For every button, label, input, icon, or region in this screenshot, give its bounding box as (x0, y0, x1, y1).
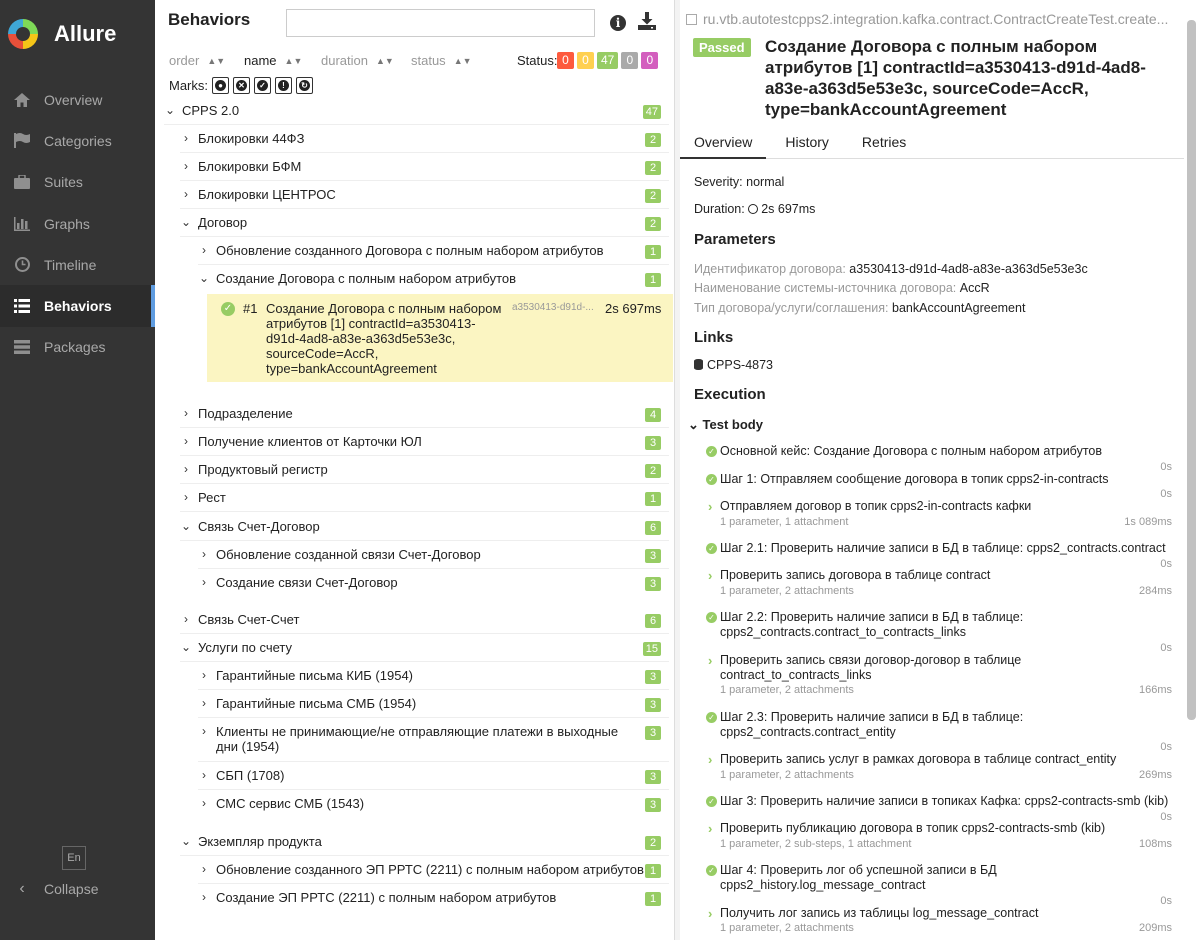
chevron-right-icon: › (184, 434, 188, 448)
step-row[interactable] (706, 821, 1184, 863)
detail-scrollbar[interactable] (1187, 20, 1196, 720)
tree-group[interactable] (180, 125, 669, 153)
tree-group-label: СБП (1708) (216, 768, 285, 783)
step-summary: 1 parameter, 2 attachments (720, 585, 854, 597)
sidebar-item-timeline[interactable] (0, 244, 155, 285)
step-duration: 166ms (1138, 684, 1172, 696)
step-duration: 108ms (1138, 838, 1172, 850)
chevron-down-icon: ⌄ (688, 417, 703, 432)
tree-group-label: СМС сервис СМБ (1543) (216, 796, 365, 811)
tree-group-label: Блокировки ЦЕНТРОС (198, 187, 336, 202)
copy-icon (686, 14, 697, 25)
step-row[interactable] (706, 568, 1184, 610)
check-icon: ✓ (257, 80, 268, 91)
new-failed-mark-button[interactable] (233, 77, 250, 94)
step-row[interactable] (706, 863, 1184, 905)
chevron-right-icon: › (184, 490, 188, 504)
bomb-icon: ● (215, 80, 226, 91)
chevron-down-icon: ⌄ (164, 103, 176, 117)
step-duration: 0s (1160, 558, 1172, 570)
chevron-right-icon: › (708, 752, 713, 767)
step-summary: 1 parameter, 1 attachment (720, 516, 849, 528)
chevron-down-icon: ⌄ (180, 215, 192, 229)
sidebar-item-overview[interactable] (0, 79, 155, 120)
tree-group-label: Создание ЭП РРТС (2211) с полным набором атрибутов (216, 890, 557, 905)
detail-tabs (680, 128, 1184, 159)
count-badge: 1 (645, 245, 661, 259)
sort-icon: ▲▼ (375, 55, 394, 66)
tree-group[interactable] (180, 428, 669, 456)
step-duration: 209ms (1138, 922, 1172, 934)
tree-group[interactable] (180, 634, 669, 662)
chevron-right-icon: › (708, 568, 713, 583)
breadcrumb-text: ru.vtb.autotestcpps2.integration.kafka.contract.ContractCreateTest.create... (703, 11, 1169, 27)
step-summary: 1 parameter, 2 attachments (720, 684, 854, 696)
tree-group-label: CPPS 2.0 (182, 103, 240, 118)
tree-group-label: Подразделение (198, 406, 293, 421)
chevron-right-icon: › (202, 668, 206, 682)
chevron-right-icon: › (202, 243, 206, 257)
tree-group[interactable] (180, 153, 669, 181)
links-heading: Links (694, 329, 734, 346)
parameter-row (694, 301, 1025, 315)
test-parameters: a3530413-d91d-... (512, 302, 594, 313)
sort-status[interactable] (411, 53, 481, 68)
status-skipped-badge[interactable]: 0 (621, 52, 638, 69)
tree-group[interactable] (198, 884, 669, 912)
parameter-value: AccR (959, 281, 990, 295)
issue-link[interactable] (694, 358, 773, 372)
sort-duration[interactable] (321, 53, 411, 68)
passed-check-icon: ✓ (706, 446, 717, 457)
info-icon[interactable]: i (610, 15, 626, 31)
tree-group-label: Обновление созданного Договора с полным набором атрибутов (216, 243, 604, 258)
step-title: Отправляем договор в топик cpps2-in-contracts кафки (720, 499, 1032, 513)
count-badge: 1 (645, 864, 661, 878)
tree-group-label: Создание Договора с полным набором атрибутов (216, 271, 517, 286)
sort-order[interactable] (169, 53, 244, 68)
count-badge: 47 (643, 105, 661, 119)
passed-check-icon: ✓ (706, 712, 717, 723)
tree-group-label: Гарантийные письма СМБ (1954) (216, 696, 417, 711)
tree-group-label: Рест (198, 490, 226, 505)
step-row[interactable] (706, 472, 1184, 499)
step-title: Проверить публикацию договора в топик cpps2-contracts-smb (kib) (720, 821, 1106, 835)
tree-group-label: Создание связи Счет-Договор (216, 575, 398, 590)
tree-group-label: Услуги по счету (198, 640, 292, 655)
stack-icon (12, 338, 32, 356)
step-duration: 0s (1160, 895, 1172, 907)
parameter-row (694, 281, 990, 295)
chevron-right-icon: › (202, 696, 206, 710)
test-name: Создание Договора с полным набором атрибутов [1] contractId=a3530413-d91d-4ad8-a83e-a363d5e53e3c, sourceCode=AccR, type=bankAccountAgreement (266, 301, 502, 376)
count-badge: 6 (645, 521, 661, 535)
tree-group[interactable] (164, 97, 669, 125)
clock-icon (748, 204, 758, 214)
chevron-right-icon: › (184, 406, 188, 420)
tree-group[interactable] (180, 513, 669, 541)
times-icon: ✕ (236, 80, 247, 91)
sidebar-item-label: Timeline (44, 256, 97, 273)
retries-mark-button[interactable] (296, 77, 313, 94)
count-badge: 4 (645, 408, 661, 422)
passed-check-icon: ✓ (706, 796, 717, 807)
count-badge: 3 (645, 698, 661, 712)
tree-group[interactable] (198, 790, 669, 818)
chevron-right-icon: › (202, 547, 206, 561)
tree-group[interactable] (180, 456, 669, 484)
count-badge: 3 (645, 577, 661, 591)
step-summary: 1 parameter, 2 sub-steps, 1 attachment (720, 838, 912, 850)
count-badge: 1 (645, 892, 661, 906)
sidebar-item-behaviors[interactable] (0, 285, 155, 326)
tree-group[interactable] (180, 181, 669, 209)
sort-name[interactable] (244, 53, 321, 68)
briefcase-icon (12, 173, 32, 191)
step-summary: 1 parameter, 2 attachments (720, 769, 854, 781)
tree-group[interactable] (180, 400, 669, 428)
sort-icon: ▲▼ (453, 55, 472, 66)
count-badge: 1 (645, 492, 661, 506)
parameter-name: Идентификатор договора: (694, 262, 846, 276)
count-badge: 3 (645, 670, 661, 684)
step-duration: 0s (1160, 741, 1172, 753)
tree-group[interactable] (180, 606, 669, 634)
tree-group-label: Продуктовый регистр (198, 462, 328, 477)
sort-duration-label: duration (321, 53, 368, 68)
step-title: Шаг 4: Проверить лог об успешной записи в БД cpps2_history.log_message_contract (720, 863, 997, 892)
sidebar-item-suites[interactable] (0, 162, 155, 203)
marks-label: Marks: (169, 78, 208, 93)
step-title: Шаг 3: Проверить наличие записи в топиках Кафка: cpps2-contracts-smb (kib) (720, 794, 1169, 808)
duration (694, 202, 815, 216)
test-duration: 2s 697ms (605, 301, 662, 316)
tree-group[interactable] (180, 828, 669, 856)
step-title: Основной кейс: Создание Договора с полным набором атрибутов (720, 444, 1102, 458)
sort-status-label: status (411, 53, 446, 68)
sidebar-item-categories[interactable] (0, 120, 155, 161)
marks-filter (169, 77, 317, 94)
step-row[interactable] (706, 710, 1184, 752)
sidebar-item-label: Overview (44, 91, 103, 108)
step-row[interactable] (706, 541, 1184, 569)
tree-group-label: Связь Счет-Счет (198, 612, 300, 627)
tree-group-label: Гарантийные письма КИБ (1954) (216, 668, 414, 683)
tab-retries[interactable]: Retries (861, 134, 907, 150)
step-duration: 0s (1160, 461, 1172, 473)
tree-group[interactable] (198, 541, 669, 569)
step-row[interactable] (706, 794, 1184, 821)
chevron-down-icon: ⌄ (180, 834, 192, 848)
tree-group[interactable] (198, 265, 669, 293)
passed-check-icon: ✓ (706, 612, 717, 623)
duration-value: 2s 697ms (761, 202, 816, 216)
count-badge: 2 (645, 464, 661, 478)
status-filter-label: Status: (517, 53, 558, 68)
status-filter (557, 52, 658, 69)
tree-group[interactable] (198, 569, 669, 597)
step-title: Шаг 1: Отправляем сообщение договора в топик cpps2-in-contracts (720, 472, 1109, 486)
bar-chart-icon (12, 215, 32, 233)
refresh-icon: ↻ (299, 80, 310, 91)
count-badge: 6 (645, 614, 661, 628)
chevron-right-icon: › (184, 462, 188, 476)
step-row[interactable] (706, 499, 1184, 541)
count-badge: 3 (645, 798, 661, 812)
issue-link-text: CPPS-4873 (707, 358, 774, 372)
breadcrumb[interactable] (686, 11, 1176, 27)
count-badge: 2 (645, 161, 661, 175)
tree-group-label: Блокировки БФМ (198, 159, 302, 174)
sidebar-nav (0, 79, 155, 368)
parameters-heading: Parameters (694, 231, 776, 248)
count-badge: 3 (645, 726, 661, 740)
new-broken-mark-button[interactable] (275, 77, 292, 94)
tree-group[interactable] (198, 662, 669, 690)
chevron-right-icon: › (184, 187, 188, 201)
step-title: Проверить запись договора в таблице contract (720, 568, 991, 582)
tree-group-label: Получение клиентов от Карточки ЮЛ (198, 434, 422, 449)
count-badge: 2 (645, 836, 661, 850)
step-row[interactable] (706, 444, 1184, 472)
step-duration: 0s (1160, 642, 1172, 654)
chevron-left-icon: ‹ (19, 880, 25, 897)
step-title: Получить лог запись из таблицы log_message_contract (720, 906, 1039, 920)
chevron-right-icon: › (202, 890, 206, 904)
passed-check-icon: ✓ (706, 543, 717, 554)
download-icon[interactable] (638, 12, 658, 32)
tree-group-label: Экземпляр продукта (198, 834, 322, 849)
list-icon (12, 297, 32, 315)
status-badge: Passed (693, 38, 751, 57)
chevron-right-icon: › (202, 796, 206, 810)
step-row[interactable] (706, 752, 1184, 794)
sidebar-item-label: Packages (44, 339, 106, 356)
tree-group[interactable] (198, 856, 669, 884)
tree-group[interactable] (180, 209, 669, 237)
search-input[interactable] (286, 9, 595, 37)
database-icon (694, 359, 703, 370)
exclamation-icon: ! (278, 80, 289, 91)
chevron-right-icon: › (202, 862, 206, 876)
step-row[interactable] (706, 653, 1184, 696)
allure-logo-icon (8, 19, 38, 49)
count-badge: 3 (645, 436, 661, 450)
sort-order-label: order (169, 53, 200, 68)
chevron-right-icon: › (184, 612, 188, 626)
count-badge: 2 (645, 133, 661, 147)
logo[interactable] (0, 0, 155, 68)
chevron-right-icon: › (202, 724, 206, 738)
tree-group-label: Клиенты не принимающие/не отправляющие платежи в выходные дни (1954) (216, 724, 619, 754)
clock-icon (12, 256, 32, 274)
sidebar-item-label: Behaviors (44, 298, 112, 315)
step-duration: 269ms (1138, 769, 1172, 781)
count-badge: 15 (643, 642, 661, 656)
tab-history[interactable]: History (785, 134, 829, 150)
count-badge: 3 (645, 770, 661, 784)
flaky-mark-button[interactable] (212, 77, 229, 94)
step-duration: 0s (1160, 811, 1172, 823)
test-body-toggle[interactable] (688, 417, 763, 433)
tree-group-label: Договор (198, 215, 248, 230)
home-icon (12, 91, 32, 109)
behaviors-panel (155, 0, 675, 940)
status-failed-badge[interactable]: 0 (557, 52, 574, 69)
step-title: Шаг 2.1: Проверить наличие записи в БД в таблице: cpps2_contracts.contract (720, 541, 1166, 555)
chevron-down-icon: ⌄ (180, 640, 192, 654)
parameter-row (694, 262, 1088, 276)
severity-label: Severity: (694, 175, 743, 189)
count-badge: 2 (645, 217, 661, 231)
parameter-value: a3530413-d91d-4ad8-a83e-a363d5e53e3c (849, 262, 1088, 276)
sidebar-item-packages[interactable] (0, 327, 155, 368)
count-badge: 3 (645, 549, 661, 563)
flag-icon (12, 132, 32, 150)
count-badge: 2 (645, 189, 661, 203)
tree-group-label: Обновление созданного ЭП РРТС (2211) с полным набором атрибутов (216, 862, 644, 877)
sort-icon: ▲▼ (284, 55, 303, 66)
tree-group-label: Связь Счет-Договор (198, 519, 320, 534)
sidebar-item-graphs[interactable] (0, 203, 155, 244)
collapse-label: Collapse (44, 881, 99, 897)
status-unknown-badge[interactable]: 0 (641, 52, 658, 69)
chevron-right-icon: › (184, 131, 188, 145)
step-summary: 1 parameter, 2 attachments (720, 922, 854, 934)
sidebar-item-label: Categories (44, 132, 112, 149)
sort-bar (169, 53, 481, 68)
test-detail-panel (680, 0, 1200, 940)
step-row[interactable] (706, 610, 1184, 652)
status-passed-badge[interactable]: 47 (597, 52, 618, 69)
step-duration: 0s (1160, 488, 1172, 500)
passed-check-icon: ✓ (706, 865, 717, 876)
tab-overview[interactable]: Overview (680, 128, 766, 159)
test-body-label: Test body (702, 417, 763, 432)
chevron-right-icon: › (184, 159, 188, 173)
tree-group[interactable] (198, 237, 669, 265)
step-row[interactable] (706, 906, 1184, 940)
chevron-down-icon: ⌄ (198, 271, 210, 285)
step-title: Проверить запись услуг в рамках договора в таблице contract_entity (720, 752, 1117, 766)
step-title: Шаг 2.2: Проверить наличие записи в БД в таблице: cpps2_contracts.contract_to_contracts_links (720, 610, 1024, 639)
severity-value: normal (746, 175, 785, 189)
severity (694, 175, 784, 189)
chevron-right-icon: › (708, 653, 713, 668)
sidebar (0, 0, 155, 940)
sort-icon: ▲▼ (207, 55, 226, 66)
panel-title: Behaviors (168, 10, 251, 29)
chevron-right-icon: › (708, 906, 713, 921)
new-passed-mark-button[interactable] (254, 77, 271, 94)
step-duration: 1s 089ms (1124, 516, 1172, 528)
tree-group[interactable] (198, 718, 669, 762)
tree-group-label: Обновление созданной связи Счет-Договор (216, 547, 481, 562)
step-duration: 284ms (1138, 585, 1172, 597)
parameter-value: bankAccountAgreement (892, 301, 1026, 315)
test-number: #1 (243, 301, 258, 316)
chevron-right-icon: › (202, 575, 206, 589)
chevron-down-icon: ⌄ (180, 519, 192, 533)
sidebar-item-label: Suites (44, 174, 83, 191)
sidebar-item-label: Graphs (44, 215, 90, 232)
execution-heading: Execution (694, 386, 766, 403)
chevron-right-icon: › (202, 768, 206, 782)
parameter-name: Наименование системы-источника договора: (694, 281, 957, 295)
passed-check-icon: ✓ (706, 474, 717, 485)
chevron-right-icon: › (708, 821, 713, 836)
tree-group-label: Блокировки 44ФЗ (198, 131, 305, 146)
duration-label: Duration: (694, 202, 745, 216)
tree-group[interactable] (198, 762, 669, 790)
step-title: Проверить запись связи договор-договор в таблице contract_to_contracts_links (720, 653, 1022, 682)
test-case-row[interactable] (207, 294, 673, 382)
passed-check-icon: ✓ (221, 302, 235, 316)
chevron-right-icon: › (708, 499, 713, 514)
test-title: Создание Договора с полным набором атрибутов [1] contractId=a3530413-d91d-4ad8-a83e-a363d5e53e3c, sourceCode=AccR, type=bankAccountAgreement (765, 37, 1146, 119)
tree-group[interactable] (198, 690, 669, 718)
tree-group[interactable] (180, 484, 669, 512)
step-title: Шаг 2.3: Проверить наличие записи в БД в таблице: cpps2_contracts.contract_entity (720, 710, 1024, 739)
status-broken-badge[interactable]: 0 (577, 52, 594, 69)
count-badge: 1 (645, 273, 661, 287)
collapse-button[interactable] (12, 880, 98, 898)
app-name: Allure (54, 21, 117, 46)
parameter-name: Тип договора/услуги/соглашения: (694, 301, 889, 315)
sort-name-label: name (244, 53, 277, 68)
language-switch[interactable]: En (62, 846, 86, 870)
